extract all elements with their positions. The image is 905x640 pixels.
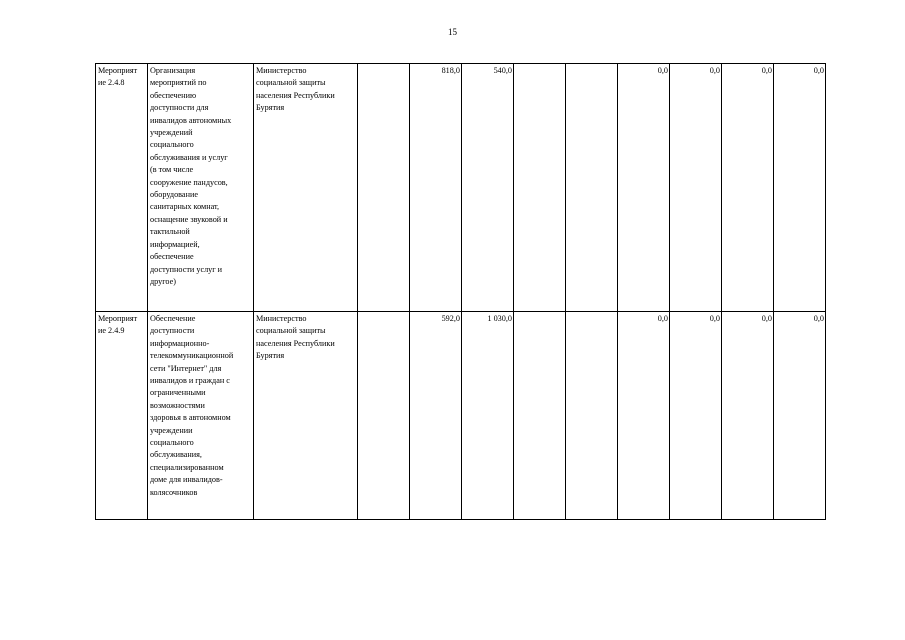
text-line: информацией,: [150, 239, 200, 249]
text-line: тактильной: [150, 227, 190, 237]
text-line: социальной защиты: [256, 326, 326, 336]
text-line: социального: [150, 140, 194, 150]
table-row: [96, 312, 826, 520]
text-line: санитарных комнат,: [150, 202, 220, 212]
value-cell: 0,0: [618, 312, 670, 520]
value-cell: 0,0: [774, 64, 826, 312]
executor-cell: [254, 312, 358, 520]
text-line: обеспечение: [150, 252, 194, 262]
executor-cell: [254, 64, 358, 312]
value-cell: 592,0: [410, 312, 462, 520]
text-line: здоровья в автономном: [150, 413, 231, 423]
value-cell: 0,0: [774, 312, 826, 520]
text-line: социального: [150, 438, 194, 448]
measure-name-cell: [148, 64, 254, 312]
text-line: ограниченными: [150, 388, 206, 398]
text-line: специализированном: [150, 462, 224, 472]
text-line: обслуживания,: [150, 450, 202, 460]
text-line: Организация: [150, 66, 196, 75]
value-cell: [514, 312, 566, 520]
text-line: возможностями: [150, 400, 205, 410]
text-line: колясочников: [150, 487, 198, 497]
page-number: 15: [448, 27, 457, 37]
value-cell: 0,0: [670, 312, 722, 520]
text-line: Обеспечение: [150, 314, 196, 323]
text-line: другое): [150, 276, 176, 286]
text-line: сети "Интернет" для: [150, 363, 222, 373]
text-line: ие 2.4.8: [98, 78, 125, 88]
text-line: Министерство: [256, 314, 307, 323]
text-line: Бурятия: [256, 351, 285, 361]
text-line: информационно-: [150, 338, 210, 348]
measure-code-cell: [96, 312, 148, 520]
text-line: учреждений: [150, 128, 193, 138]
text-line: Мероприят: [98, 314, 138, 323]
text-line: оборудование: [150, 190, 198, 200]
value-cell: [514, 64, 566, 312]
value-cell: 0,0: [722, 312, 774, 520]
text-line: учреждении: [150, 425, 193, 435]
budget-table: [95, 63, 826, 520]
text-line: обслуживания и услуг: [150, 152, 228, 162]
text-line: доме для инвалидов-: [150, 475, 223, 485]
text-line: доступности услуг и: [150, 264, 223, 274]
text-line: обеспечению: [150, 90, 197, 100]
value-cell: 818,0: [410, 64, 462, 312]
value-cell: 1 030,0: [462, 312, 514, 520]
text-line: Бурятия: [256, 103, 285, 113]
value-cell: 0,0: [670, 64, 722, 312]
text-line: оснащение звуковой и: [150, 214, 228, 224]
value-cell: [566, 312, 618, 520]
text-line: доступности: [150, 326, 195, 336]
text-line: Министерство: [256, 66, 307, 75]
text-line: мероприятий по: [150, 78, 207, 88]
text-line: социальной защиты: [256, 78, 326, 88]
measure-name-cell: [148, 312, 254, 520]
text-line: доступности для: [150, 103, 209, 113]
text-line: населения Республики: [256, 90, 335, 100]
table-row: [96, 64, 826, 312]
value-cell: [566, 64, 618, 312]
value-cell: 0,0: [618, 64, 670, 312]
text-line: инвалидов автономных: [150, 115, 232, 125]
text-line: Мероприят: [98, 66, 138, 75]
text-line: ие 2.4.9: [98, 326, 125, 336]
text-line: сооружение пандусов,: [150, 177, 228, 187]
measure-code-cell: [96, 64, 148, 312]
text-line: населения Республики: [256, 338, 335, 348]
text-line: (в том числе: [150, 165, 194, 175]
value-cell: [358, 64, 410, 312]
text-line: инвалидов и граждан с: [150, 376, 230, 386]
value-cell: 0,0: [722, 64, 774, 312]
value-cell: 540,0: [462, 64, 514, 312]
text-line: телекоммуникационной: [150, 351, 234, 361]
value-cell: [358, 312, 410, 520]
